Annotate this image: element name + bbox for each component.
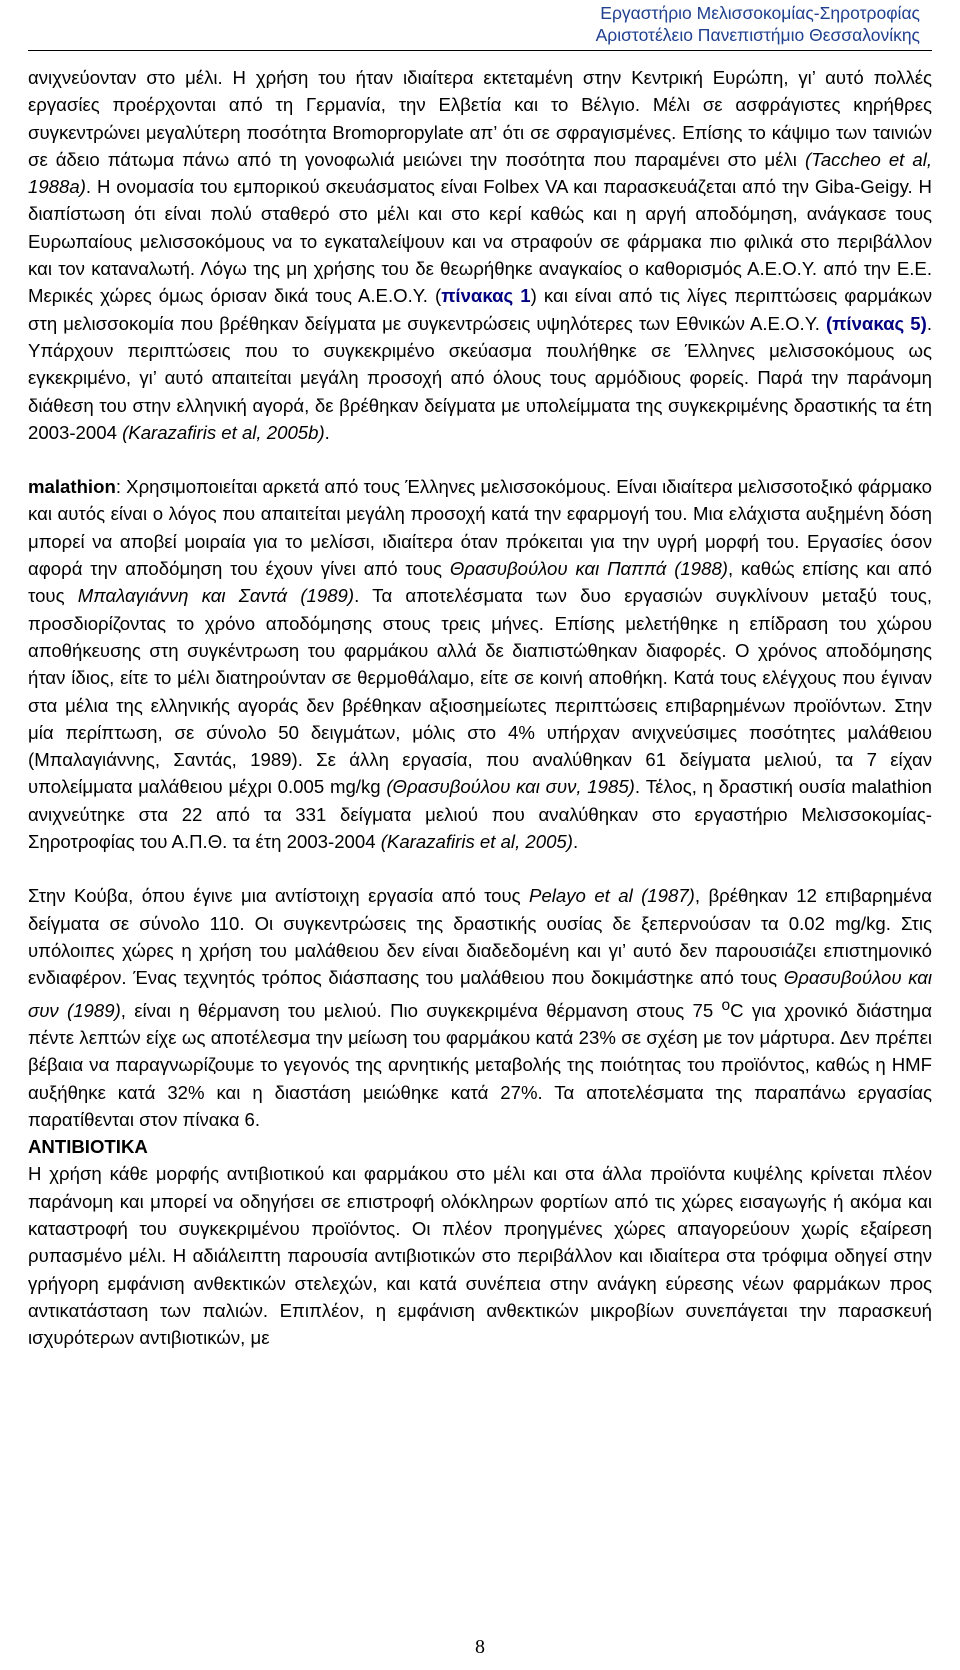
header-university-name: Αριστοτέλειο Πανεπιστήμιο Θεσσαλονίκης — [595, 25, 920, 45]
table-reference: πίνακας 1 — [441, 285, 531, 307]
paragraph-antibiotics: Η χρήση κάθε μορφής αντιβιοτικού και φαρμάκου στο μέλι και στα άλλα προϊόντα κυψέλης κρίνεται πλέον παράνομη και μπορεί να οδηγήσει σε επιστροφή ολόκληρων φορτίων από τις χώρες εισαγωγής ή ακόμα και καταστροφή του συγκεκριμένου προϊόντος. Οι πλέον προηγμένες χώρες απαγορεύουν χωρίς εξαίρεση ρυπασμένο μέλι. Η αδιάλειπτη παρουσία αντιβιοτικών στο περιβάλλον και ιδιαίτερα στα τρόφιμα οδηγεί στην γρήγορη εμφάνιση ανθεκτικών στελεχών, και κατά συνέπεια στην ανάγκη εύρεσης νέων φαρμάκων προς αντικατάσταση των παλιών. Επιπλέον, η εμφάνιση ανθεκτικών μικροβίων συνεπάγεται την παρασκευή ισχυρότερων αντιβιοτικών, με — [28, 1163, 932, 1349]
paragraph-gap — [28, 855, 932, 882]
citation: (Karazafiris et al, 2005b) — [122, 421, 325, 443]
term-heading: malathion — [28, 476, 116, 498]
degree-sign: o — [721, 996, 731, 1014]
paragraph-cuba: Στην Κούβα, όπου έγινε μια αντίστοιχη εργασία από τους Pelayo et al (1987), βρέθηκαν 12 επιβαρημένα δείγματα σε σύνολο 110. Οι συγκεντρώσεις της δραστικής ουσίας δε ξεπερνούσαν τα 0.02 mg/kg. Στις υπόλοιπες χώρες η χρήση του μαλάθειου δεν είναι διαδεδομένη και γι’ αυτό δεν παρουσιάζει επιστημονικό ενδιαφέρον. Ένας τεχνητός τρόπος διάσπασης του μαλάθειου που δοκιμάστηκε από τους Θρασυβούλου και συν (1989), είναι η θέρμανση του μελιού. Πιο συγκεκριμένα θέρμανση στους 75 $^o$C για χρονικό διάστημα πέντε λεπτών είχε ως αποτέλεσμα την μείωση του φαρμάκου κατά 23% σε σχέση με τον μάρτυρα. Δεν πρέπει βέβαια να παραγνωρίζουμε το γεγονός της αρνητικής μεταβολής της ποιότητας του προϊόντος, καθώς η HMF αυξήθηκε κατά 32% και η διαστάση μειώθηκε κατά 27%. Τα αποτελέσματα της παραπάνω εργασίας παρατίθενται στον πίνακα 6. — [28, 885, 933, 1130]
table-reference: (πίνακας 5) — [825, 312, 927, 334]
document-body — [28, 64, 932, 1352]
citation: (Θρασυβούλου και συν, 1985) — [386, 776, 635, 798]
citation: Θρασυβούλου και συν (1989) — [28, 967, 933, 1021]
header-divider — [28, 50, 932, 51]
citation: (Taccheo et al, 1988a) — [28, 148, 932, 198]
paragraph-gap — [28, 446, 932, 473]
running-header — [596, 2, 920, 46]
citation: Μπαλαγιάννη και Σαντά (1989) — [77, 585, 355, 607]
paragraph-bromopropylate: ανιχνεύονταν στο μέλι. Η χρήση του ήταν ιδιαίτερα εκτεταμένη στην Κεντρική Ευρώπη, γι’ αυτό πολλές εργασίες προέρχονται από τη Γερμανία, την Ελβετία και το Βέλγιο. Μέλι σε ασφράγιστες κηρήθρες συγκεντρώνει μεγαλύτερη ποσότητα Bromopropylate απ’ ότι σε σφραγισμένες. Επίσης το κάψιμο των ταινιών σε άδειο πάτωμα πάνω από τη γονοφωλιά μειώνει την ποσότητα που παραμένει στο μέλι (Taccheo et al, 1988a). Η ονομασία του εμπορικού σκευάσματος είναι Folbex VA και παρασκευάζεται από την Giba-Geigy. Η διαπίστωση ότι είναι πολύ σταθερό στο μέλι και στο κερί καθώς και η αργή αποδόμηση, ανάγκασε τους Ευρωπαίους μελισσοκόμους να το εγκαταλείψουν και να στραφούν σε φάρμακα πιο φιλικά στο περιβάλλον και τον καταναλωτή. Λόγω της μη χρήσης του δε θεωρήθηκε αναγκαίος ο καθορισμός Α.Ε.Ο.Υ. από την Ε.Ε. Μερικές χώρες όμως όρισαν δικά τους Α.Ε.Ο.Υ. (πίνακας 1) και είναι από τις λίγες περιπτώσεις φαρμάκων στη μελισσοκομία που βρέθηκαν δείγματα με συγκεντρώσεις υψηλότερες των Εθνικών Α.Ε.Ο.Υ. (πίνακας 5). Υπάρχουν περιπτώσεις που το συγκεκριμένο σκεύασμα πουλήθηκε σε Έλληνες μελισσοκόμους ως εγκεκριμένο, γι’ αυτό απαιτείται μεγάλη προσοχή από όλους τους αρμόδιους φορείς. Παρά την παράνομη διάθεση του στην ελληνική αγορά, δε βρέθηκαν δείγματα με υπολείμματα της συγκεκριμένης δραστικής τα έτη 2003-2004 (Karazafiris et al, 2005b). — [28, 67, 933, 443]
header-lab-name: Εργαστήριο Μελισσοκομίας-Σηροτροφίας — [600, 3, 920, 23]
citation: Pelayo et al (1987) — [529, 885, 695, 907]
page-number: 8 — [475, 1636, 485, 1658]
section-heading-antibiotics: ΑΝΤΙΒΙΟΤΙΚΑ — [28, 1136, 148, 1158]
citation: (Karazafiris et al, 2005) — [380, 831, 573, 853]
paragraph-malathion: malathion: Χρησιμοποιείται αρκετά από τους Έλληνες μελισσοκόμους. Είναι ιδιαίτερα μελισσοτοξικό φάρμακο και αυτός είναι ο λόγος που απαιτείται μεγάλη προσοχή κατά την εφαρμογή του. Μια ελάχιστα αυξημένη δόση μπορεί να αποβεί μοιραία για το μελίσσι, ιδιαίτερα όταν πρόκειται για την υγρή μορφή του. Εργασίες όσον αφορά την αποδόμηση του έχουν γίνει από τους Θρασυβούλου και Παππά (1988), καθώς επίσης και από τους Μπαλαγιάννη και Σαντά (1989). Τα αποτελέσματα των δυο εργασιών συγκλίνουν μεταξύ τους, προσδιορίζοντας το χρόνο αποδόμησης στους τρεις μήνες. Επίσης μελετήθηκε η επίδραση του χώρου αποθήκευσης στη συγκέντρωση του φαρμάκου αλλά δε διαπιστώθηκαν διαφορές. Ο χρόνος αποδόμησης ήταν ίδιος, είτε το μέλι διατηρούνταν σε θερμοθάλαμο, είτε σε κοινή αποθήκη. Κατά τους ελέγχους που έγιναν στα μέλια της ελληνικής αγοράς δεν βρέθηκαν αξιοσημείωτες περιπτώσεις επιβαρημένων προϊόντων. Στην μία περίπτωση, σε σύνολο 50 δειγμάτων, μόλις στο 4% υπήρχαν ανιχνεύσιμες ποσότητες μαλάθειου (Μπαλαγιάννης, Σαντάς, 1989). Σε άλλη εργασία, που αναλύθηκαν 61 δείγματα μελιού, τα 7 είχαν υπολείμματα μαλάθειου μέχρι 0.005 mg/kg (Θρασυβούλου και συν, 1985). Τέλος, η δραστική ουσία malathion ανιχνεύτηκε στα 22 από τα 331 δείγματα μελιού που αναλύθηκαν στο εργαστήριο Μελισσοκομίας-Σηροτροφίας του Α.Π.Θ. τα έτη 2003-2004 (Karazafiris et al, 2005). — [28, 476, 933, 853]
citation: Θρασυβούλου και Παππά (1988) — [449, 558, 728, 580]
